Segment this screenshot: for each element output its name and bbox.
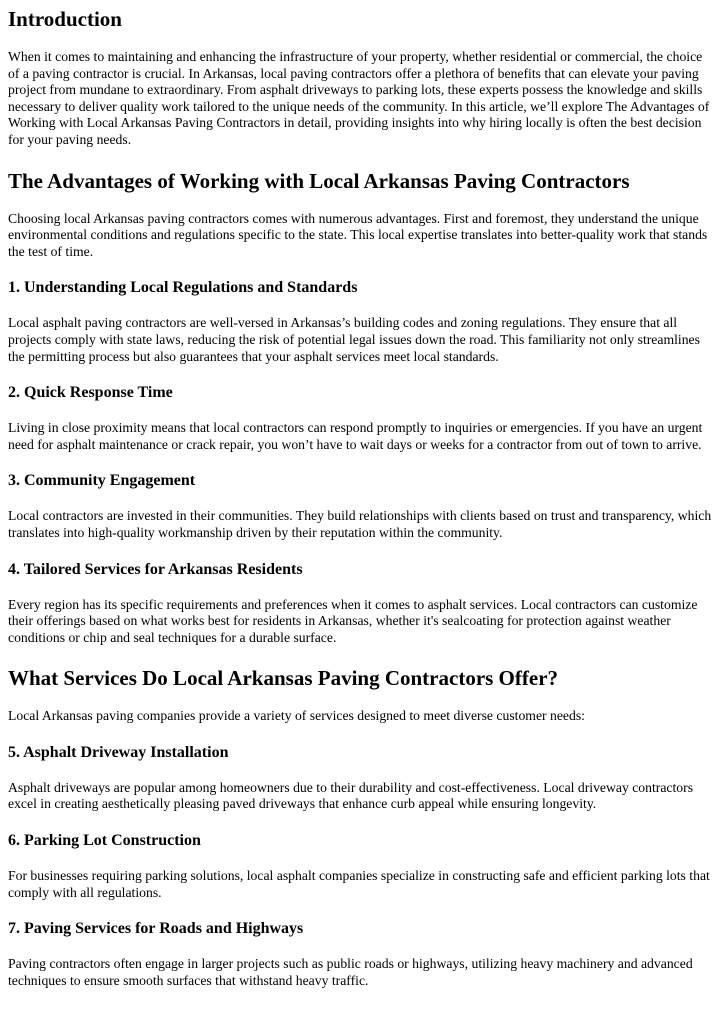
section-heading-advantages: The Advantages of Working with Local Arkansas Paving Contractors: [8, 168, 630, 193]
paragraph-roads-highways: Paving contractors often engage in larger projects such as public roads or highways, utilizing heavy machinery and advanced techniques to ensure smooth surfaces that withstand heavy traffic.: [8, 956, 693, 988]
paragraph-driveway-installation: Asphalt driveways are popular among homeowners due to their durability and cost-effectiveness. Local driveway contractors excel in creating aesthetically pleasing paved driveways that enhance curb appeal while ensuring longevity.: [8, 779, 694, 812]
services-paragraph: Local Arkansas paving companies provide a variety of services designed to meet diverse customer needs:: [8, 708, 585, 724]
subheading-tailored-services: 4. Tailored Services for Arkansas Residents: [8, 560, 303, 578]
subheading-driveway-installation: 5. Asphalt Driveway Installation: [8, 743, 229, 761]
article: [0, 7, 720, 989]
subheading-parking-lot: 6. Parking Lot Construction: [8, 832, 201, 850]
paragraph-quick-response: Living in close proximity means that local contractors can respond promptly to inquiries or emergencies. If you have an urgent need for asphalt maintenance or crack repair, you won’t have to wait days or weeks for a contractor from out of town to arrive.: [8, 420, 703, 452]
paragraph-tailored-services: Every region has its specific requirements and preferences when it comes to asphalt services. Local contractors can customize their offerings based on what works best for residents in Arkansas, whether it's sealcoating for protection against weather conditions or chip and seal techniques for a durable surface.: [8, 596, 698, 645]
paragraph-parking-lot: For businesses requiring parking solutions, local asphalt companies specialize in constructing safe and efficient parking lots that comply with all regulations.: [8, 868, 710, 900]
section-heading-introduction: Introduction: [8, 7, 122, 31]
subheading-roads-highways: 7. Paving Services for Roads and Highways: [8, 920, 304, 938]
intro-paragraph: When it comes to maintaining and enhancing the infrastructure of your property, whether residential or commercial, the choice of a paving contractor is crucial. In Arkansas, local paving contractors offer a plethora of benefits that can elevate your paving project from mundane to extraordinary. From asphalt driveways to parking lots, these experts possess the knowledge and skills necessary to deliver quality work tailored to the unique needs of the community. In this article, we’ll explore The Advantages of Working with Local Arkansas Paving Contractors in detail, providing insights into why hiring locally is often the best decision for your paving needs.: [8, 49, 710, 147]
paragraph-local-regulations: Local asphalt paving contractors are well-versed in Arkansas’s building codes and zoning regulations. They ensure that all projects comply with state laws, reducing the risk of potential legal issues down the road. This familiarity not only streamlines the permitting process but also guarantees that your asphalt services meet local standards.: [8, 315, 700, 364]
subheading-local-regulations: 1. Understanding Local Regulations and Standards: [8, 279, 358, 297]
subheading-quick-response: 2. Quick Response Time: [8, 384, 173, 402]
paragraph-community-engagement: Local contractors are invested in their communities. They build relationships with clients based on trust and transparency, which translates into high-quality workmanship driven by their reputation within the community.: [8, 508, 712, 540]
subheading-community-engagement: 3. Community Engagement: [8, 472, 196, 490]
section-heading-services: What Services Do Local Arkansas Paving Contractors Offer?: [8, 666, 559, 691]
advantages-paragraph: Choosing local Arkansas paving contractors comes with numerous advantages. First and foremost, they understand the unique environmental conditions and regulations specific to the state. This local expertise translates into better-quality work that stands the test of time.: [8, 210, 708, 259]
